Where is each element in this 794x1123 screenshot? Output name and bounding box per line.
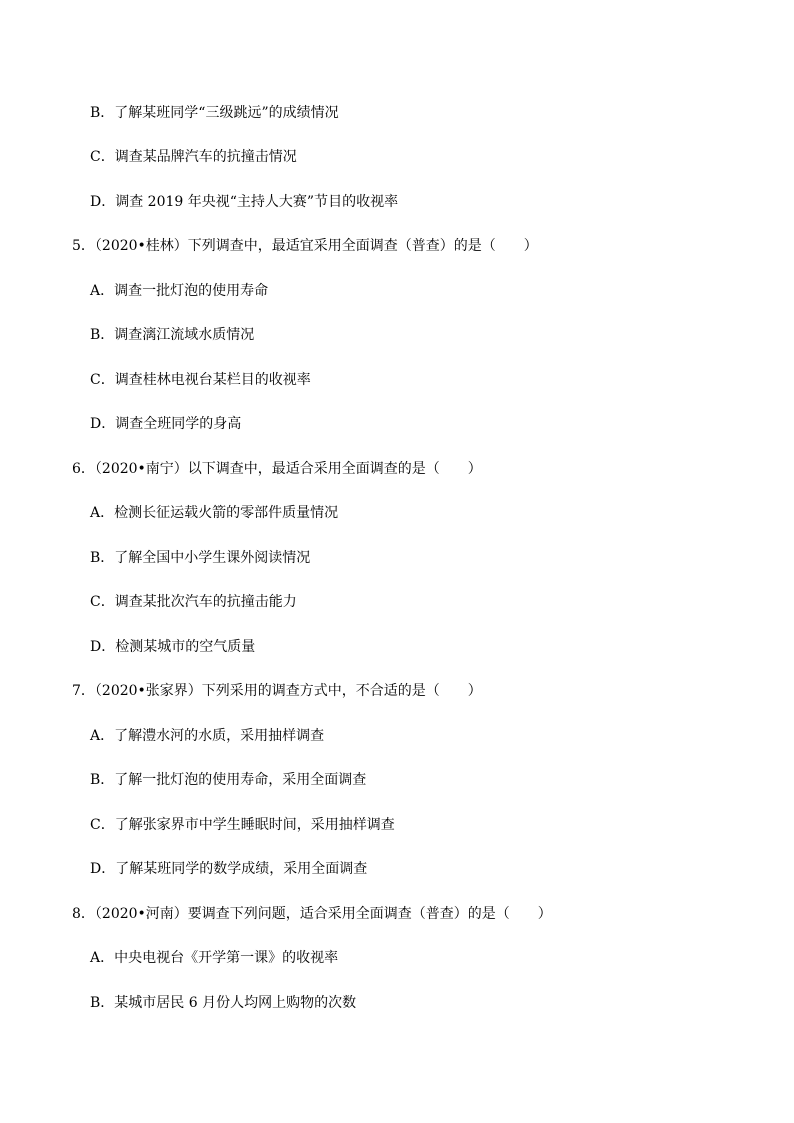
option-line: D．调查 2019 年央视“主持人大赛”节目的收视率 [90, 194, 399, 210]
option-line: C．调查某批次汽车的抗撞击能力 [90, 594, 297, 610]
option-line: A．了解澧水河的水质，采用抽样调查 [90, 728, 325, 744]
option-line: C．调查某品牌汽车的抗撞击情况 [90, 149, 297, 165]
option-line: B．了解某班同学“三级跳远”的成绩情况 [90, 105, 339, 121]
question-line: 5．（2020•桂林）下列调查中，最适宜采用全面调查（普查）的是（ ） [72, 238, 538, 254]
option-line: C．了解张家界市中学生睡眠时间，采用抽样调查 [90, 817, 395, 833]
option-line: D．了解某班同学的数学成绩，采用全面调查 [90, 861, 368, 877]
option-line: B．某城市居民 6 月份人均网上购物的次数 [90, 995, 357, 1011]
option-line: C．调查桂林电视台某栏目的收视率 [90, 372, 311, 388]
option-line: A．调查一批灯泡的使用寿命 [90, 283, 269, 299]
option-line: A．中央电视台《开学第一课》的收视率 [90, 950, 339, 966]
question-line: 8．（2020•河南）要调查下列问题，适合采用全面调查（普查）的是（ ） [72, 906, 552, 922]
option-line: A．检测长征运载火箭的零部件质量情况 [90, 505, 339, 521]
option-line: B．调查漓江流域水质情况 [90, 327, 255, 343]
option-line: D．调查全班同学的身高 [90, 416, 242, 432]
option-line: D．检测某城市的空气质量 [90, 639, 256, 655]
question-line: 6．（2020•南宁）以下调查中，最适合采用全面调查的是（ ） [72, 461, 482, 477]
question-line: 7．（2020•张家界）下列采用的调查方式中，不合适的是（ ） [72, 683, 482, 699]
option-line: B．了解全国中小学生课外阅读情况 [90, 550, 311, 566]
option-line: B．了解一批灯泡的使用寿命，采用全面调查 [90, 772, 367, 788]
